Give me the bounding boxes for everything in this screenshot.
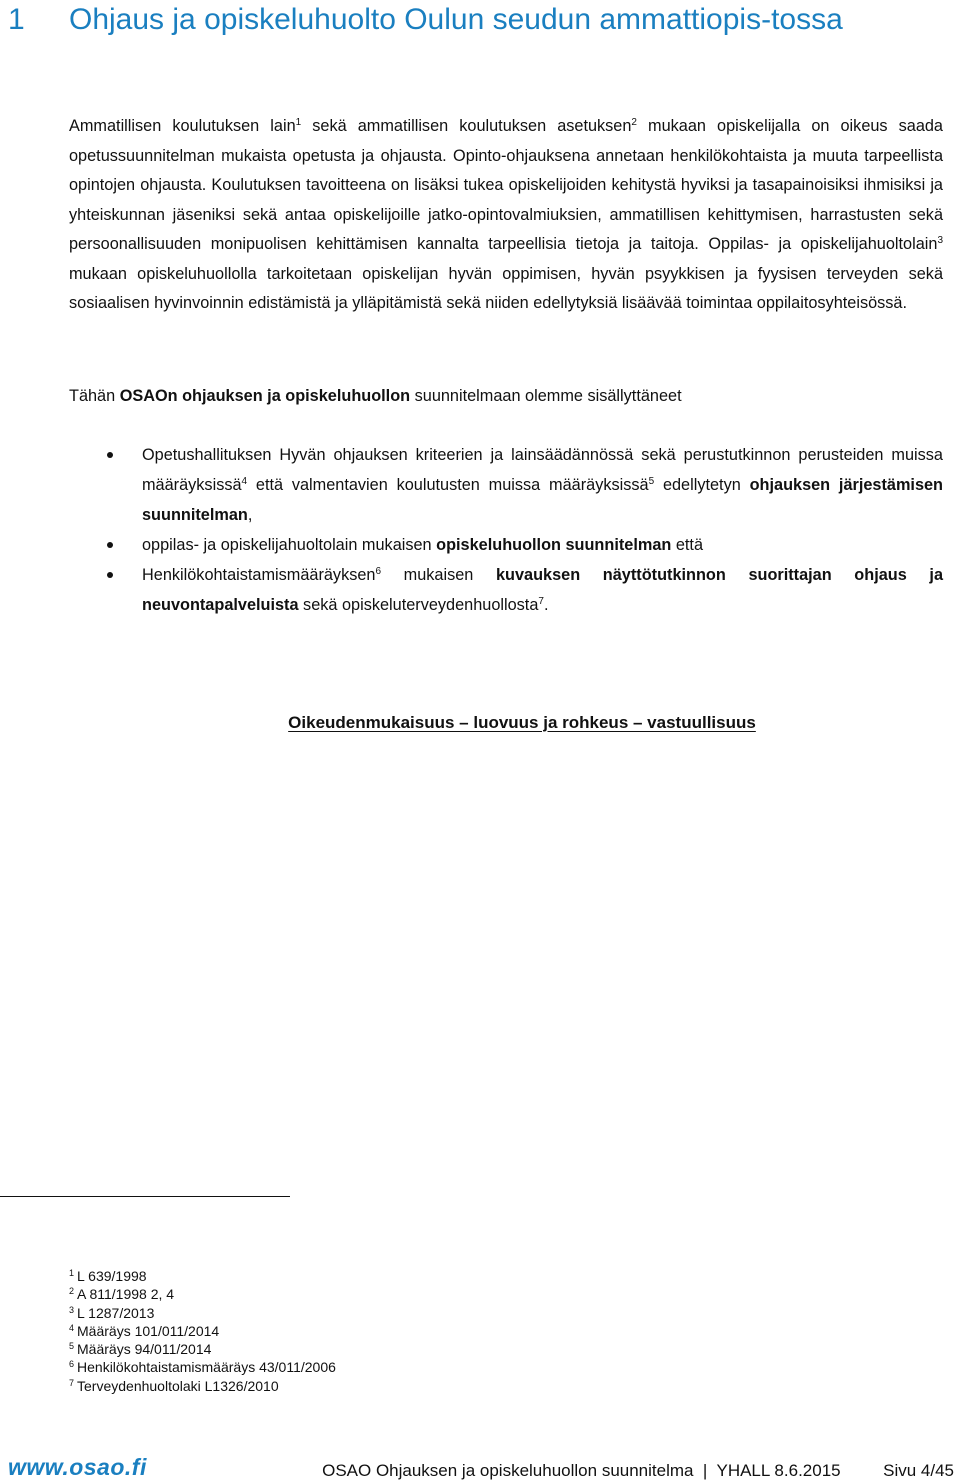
p1-text-4: mukaan opiskeluhuollolla tarkoitetaan opiskelijan hyvän oppimisen, hyvän psyykkisen ja fyysisen terveyden sekä sosiaalisen hyvinvoinnin edistämistä ja ylläpitämistä sekä niiden edellytyksiä lisäävää toimintaa oppilaitosyhteisössä. [69, 264, 943, 312]
p2-pre: Tähän [69, 387, 120, 405]
item-text: että valmentavien koulutusten muissa määräyksissä [247, 476, 649, 494]
footnote-text: L 639/1998 [77, 1268, 147, 1284]
footnote-divider [0, 1196, 290, 1197]
footnote-ref-5: 5 [648, 476, 655, 487]
p1-text-3: mukaan opiskelijalla on oikeus saada opetussuunnitelman mukaista opetusta ja ohjausta. Opinto-ohjauksena annetaan henkilökohtaista ja muuta tarpeellista opintojen ohjausta. Koulutuksen tavoitteena on lisäksi tukea opiskelijoiden kehitystä hyviksi ja tasapainoisiksi ihmisiksi ja yhteiskunnan jäseniksi sekä antaa opiskelijoille jatko-opintovalmiuksien, ammatillisen kehittymisen, harrastusten sekä persoonallisuuden monipuolisen kehittämisen kannalta tarpeellisia tietoja ja taitoja. Oppilas- ja opiskelijahuoltolain [69, 117, 943, 253]
footnote-ref-2: 2 [631, 117, 637, 128]
osao-logo[interactable]: www.osao.fi [8, 1454, 147, 1480]
footnote-ref-6: 6 [375, 566, 382, 577]
bullet-icon [107, 572, 113, 578]
footnote-text: Määräys 101/011/2014 [77, 1322, 220, 1339]
footnote-text: Määräys 94/011/2014 [77, 1341, 212, 1358]
footnote [69, 1267, 336, 1285]
item-text: sekä opiskeluterveydenhuollosta [298, 596, 539, 614]
item-text: oppilas- ja opiskelijahuoltolain mukaisen [142, 536, 437, 554]
footnote-ref-4: 4 [241, 476, 248, 487]
footnote-ref-7: 7 [538, 596, 544, 607]
footnote-number: 3 [69, 1304, 75, 1315]
item-text: Opetushallituksen Hyvän ohjauksen kriteerien ja lainsäädännössä sekä perustutkinnon perusteiden muissa määräyksissä [142, 446, 943, 494]
footnote [69, 1322, 336, 1340]
values-motto: Oikeudenmukaisuus – luovuus ja rohkeus – vastuullisuus [288, 713, 756, 732]
bullet-icon [107, 452, 113, 458]
footnote-number: 2 [69, 1286, 75, 1297]
bullet-icon [107, 542, 113, 548]
footnote-number: 1 [69, 1268, 75, 1278]
footnote-ref-1: 1 [295, 117, 302, 128]
p2-bold: OSAOn ohjauksen ja opiskeluhuollon [119, 387, 411, 405]
list-item [69, 560, 943, 620]
item-bold: opiskeluhuollon suunnitelman [436, 536, 672, 554]
heading-number: 1 [8, 3, 25, 36]
item-bold: kuvauksen näyttötutkinnon suorittajan ohjaus ja neuvontapalveluista [142, 566, 943, 614]
footnotes [69, 1267, 336, 1395]
p1-text-2: sekä ammatillisen koulutuksen asetuksen [301, 117, 632, 135]
footnote-text: Henkilökohtaistamismääräys 43/011/2006 [77, 1359, 336, 1376]
heading-title: Ohjaus ja opiskeluhuolto Oulun seudun ammattiopis-tossa [69, 3, 843, 36]
list-item [69, 530, 943, 560]
footnote-number: 4 [69, 1322, 75, 1333]
plan-intro-paragraph [69, 382, 943, 412]
item-text: Henkilökohtaistamismääräyksen [142, 566, 376, 584]
page-footer [0, 1448, 960, 1483]
footnote [69, 1377, 336, 1395]
item-text: . [543, 596, 549, 614]
footnote [69, 1340, 336, 1358]
item-text: , [247, 506, 253, 524]
contents-list [69, 440, 943, 620]
footnote [69, 1358, 336, 1376]
p2-post: suunnitelmaan olemme sisällyttäneet [410, 387, 682, 405]
footnote-ref-3: 3 [937, 235, 943, 246]
p1-text-1: Ammatillisen koulutuksen lain [69, 117, 296, 135]
item-text: mukaisen [381, 566, 496, 584]
footnote-text: L 1287/2013 [77, 1304, 155, 1321]
footnote [69, 1285, 336, 1303]
list-item [69, 440, 943, 530]
footnote-text: A 811/1998 2, 4 [77, 1286, 175, 1303]
footnote-number: 7 [69, 1377, 75, 1388]
item-bold: ohjauksen järjestämisen suunnitelman [142, 476, 943, 524]
footnote [69, 1304, 336, 1322]
footnote-text: Terveydenhuoltolaki L1326/2010 [77, 1377, 279, 1394]
footnote-number: 6 [69, 1359, 75, 1370]
footnote-number: 5 [69, 1341, 75, 1352]
item-text: edellytetyn [654, 476, 750, 494]
intro-paragraph [69, 112, 943, 319]
item-text: että [671, 536, 704, 554]
footer-info: OSAO Ohjauksen ja opiskeluhuollon suunnitelma | YHALL 8.6.2015 Sivu 4/45 [322, 1461, 954, 1480]
